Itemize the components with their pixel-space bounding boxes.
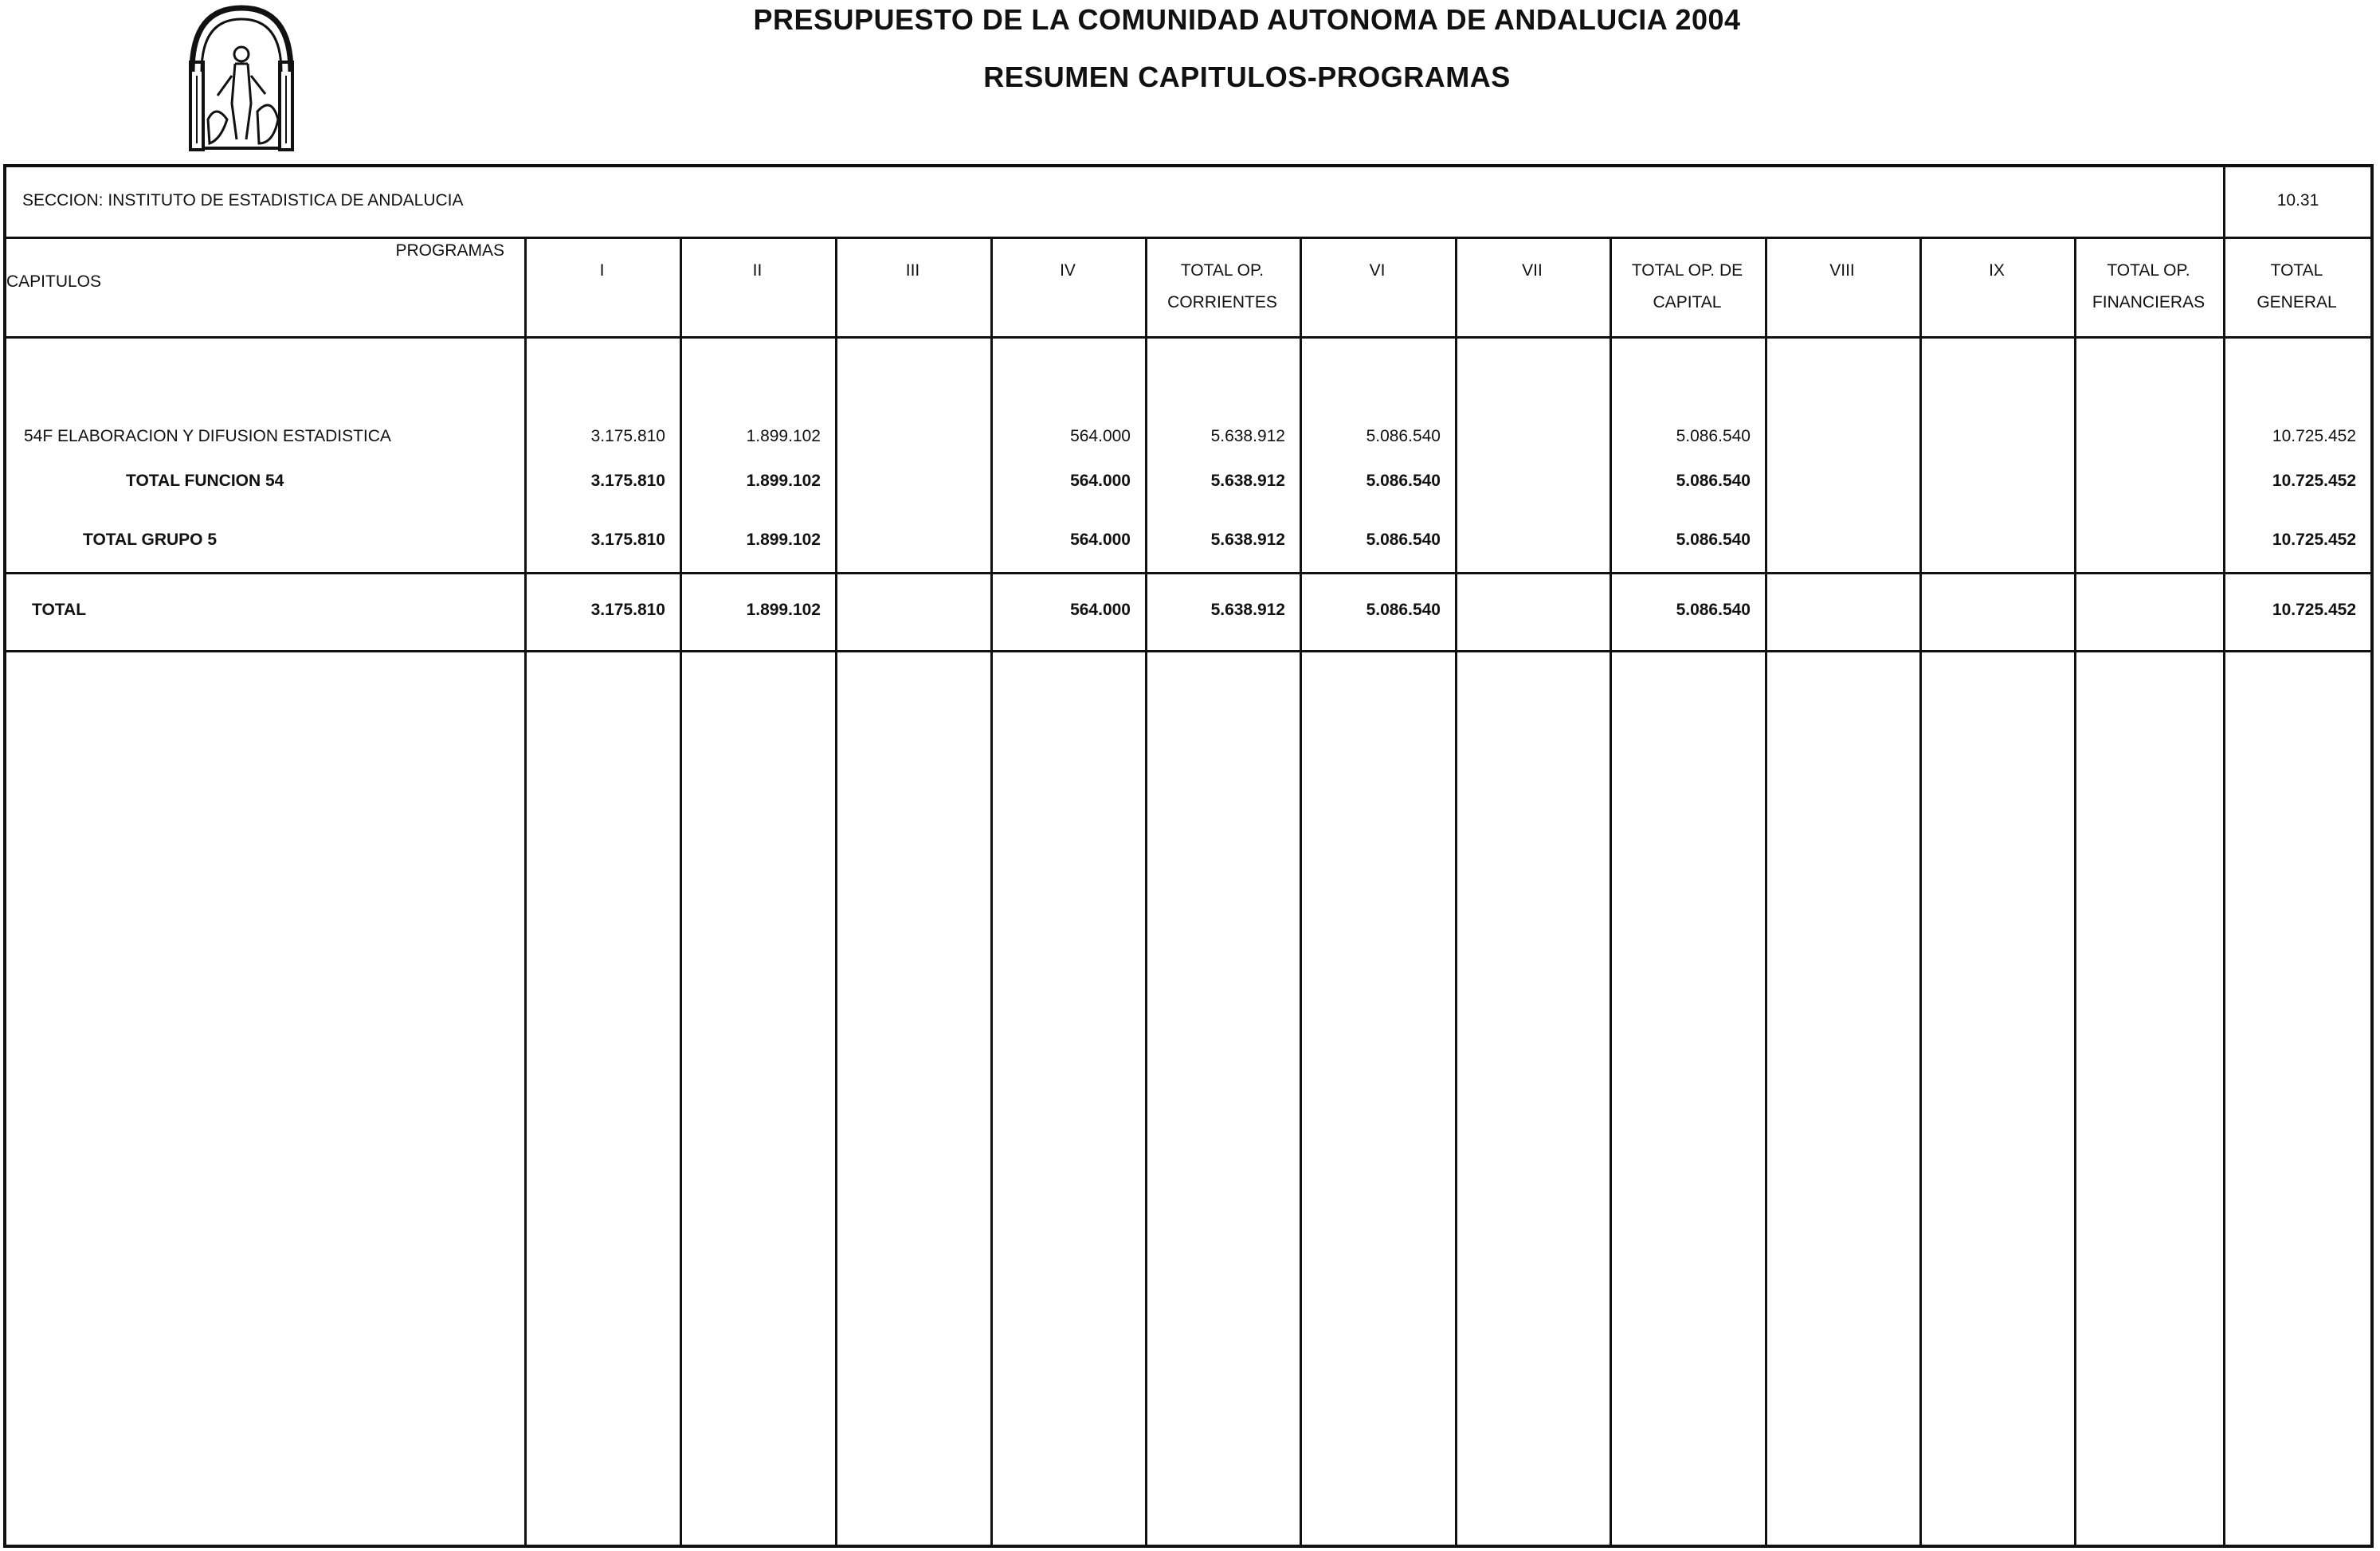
document-title: PRESUPUESTO DE LA COMUNIDAD AUTONOMA DE ANDALUCIA 2004 bbox=[753, 3, 1741, 36]
table-cell: 5.086.540 bbox=[1676, 531, 1751, 549]
rule-col bbox=[1765, 237, 1767, 1548]
document-subtitle: RESUMEN CAPITULOS-PROGRAMAS bbox=[983, 61, 1511, 93]
table-cell: 3.175.810 bbox=[590, 427, 665, 445]
col-header-iii: III bbox=[905, 261, 920, 280]
table-cell: 564.000 bbox=[1070, 531, 1131, 549]
table-cell: 5.086.540 bbox=[1676, 601, 1751, 619]
rule-section-bottom bbox=[6, 237, 2370, 239]
rule-col bbox=[1455, 237, 1457, 1548]
table-cell: 564.000 bbox=[1070, 427, 1131, 445]
rule-col bbox=[1919, 237, 1922, 1548]
rule-header-bottom bbox=[6, 336, 2370, 339]
table-cell: 3.175.810 bbox=[590, 531, 665, 549]
col-header-viii: VIII bbox=[1829, 261, 1855, 280]
col-header-total-op-capital: TOTAL OP. DE CAPITAL bbox=[1631, 261, 1743, 311]
corner-programas: PROGRAMAS bbox=[395, 241, 504, 260]
table-cell: 564.000 bbox=[1070, 601, 1131, 619]
col-header-ix: IX bbox=[1989, 261, 2005, 280]
row-label: TOTAL GRUPO 5 bbox=[83, 531, 218, 549]
table-cell: 10.725.452 bbox=[2272, 427, 2356, 445]
table-cell: 3.175.810 bbox=[590, 601, 665, 619]
row-label: TOTAL bbox=[32, 601, 87, 619]
rule-total-bottom bbox=[6, 650, 2370, 652]
budget-table bbox=[3, 164, 2374, 1548]
table-cell: 5.086.540 bbox=[1366, 427, 1441, 445]
table-cell: 5.638.912 bbox=[1210, 531, 1285, 549]
table-cell: 5.086.540 bbox=[1366, 472, 1441, 490]
col-header-i: I bbox=[599, 261, 605, 280]
section-label: SECCION: INSTITUTO DE ESTADISTICA DE ANDALUCIA bbox=[22, 191, 464, 210]
col-header-vi: VI bbox=[1369, 261, 1386, 280]
table-cell: 5.638.912 bbox=[1210, 601, 1285, 619]
col-header-iv: IV bbox=[1060, 261, 1076, 280]
rule-col bbox=[835, 237, 837, 1548]
table-cell: 1.899.102 bbox=[746, 427, 821, 445]
table-cell: 5.638.912 bbox=[1210, 427, 1285, 445]
table-cell: 3.175.810 bbox=[590, 472, 665, 490]
table-cell: 564.000 bbox=[1070, 472, 1131, 490]
rule-total-top bbox=[6, 572, 2370, 574]
corner-capitulos: CAPITULOS bbox=[6, 272, 102, 291]
table-cell: 1.899.102 bbox=[746, 472, 821, 490]
table-cell: 10.725.452 bbox=[2272, 601, 2356, 619]
table-cell: 5.086.540 bbox=[1676, 472, 1751, 490]
table-cell: 5.086.540 bbox=[1366, 601, 1441, 619]
table-cell: 10.725.452 bbox=[2272, 531, 2356, 549]
row-label: TOTAL FUNCION 54 bbox=[126, 472, 284, 490]
section-code: 10.31 bbox=[2276, 191, 2319, 210]
col-header-ii: II bbox=[752, 261, 763, 280]
table-cell: 1.899.102 bbox=[746, 601, 821, 619]
col-header-total-op-financieras: TOTAL OP. FINANCIERAS bbox=[2092, 261, 2206, 311]
table-cell: 10.725.452 bbox=[2272, 472, 2356, 490]
col-header-vii: VII bbox=[1522, 261, 1543, 280]
table-cell: 5.086.540 bbox=[1366, 531, 1441, 549]
col-header-total-op-corrientes: TOTAL OP. CORRIENTES bbox=[1167, 261, 1277, 311]
table-cell: 5.086.540 bbox=[1676, 427, 1751, 445]
col-header-total-general: TOTAL GENERAL bbox=[2256, 261, 2337, 311]
rule-col bbox=[2074, 237, 2076, 1548]
row-label: 54F ELABORACION Y DIFUSION ESTADISTICA bbox=[24, 427, 391, 445]
table-cell: 5.638.912 bbox=[1210, 472, 1285, 490]
table-cell: 1.899.102 bbox=[746, 531, 821, 549]
